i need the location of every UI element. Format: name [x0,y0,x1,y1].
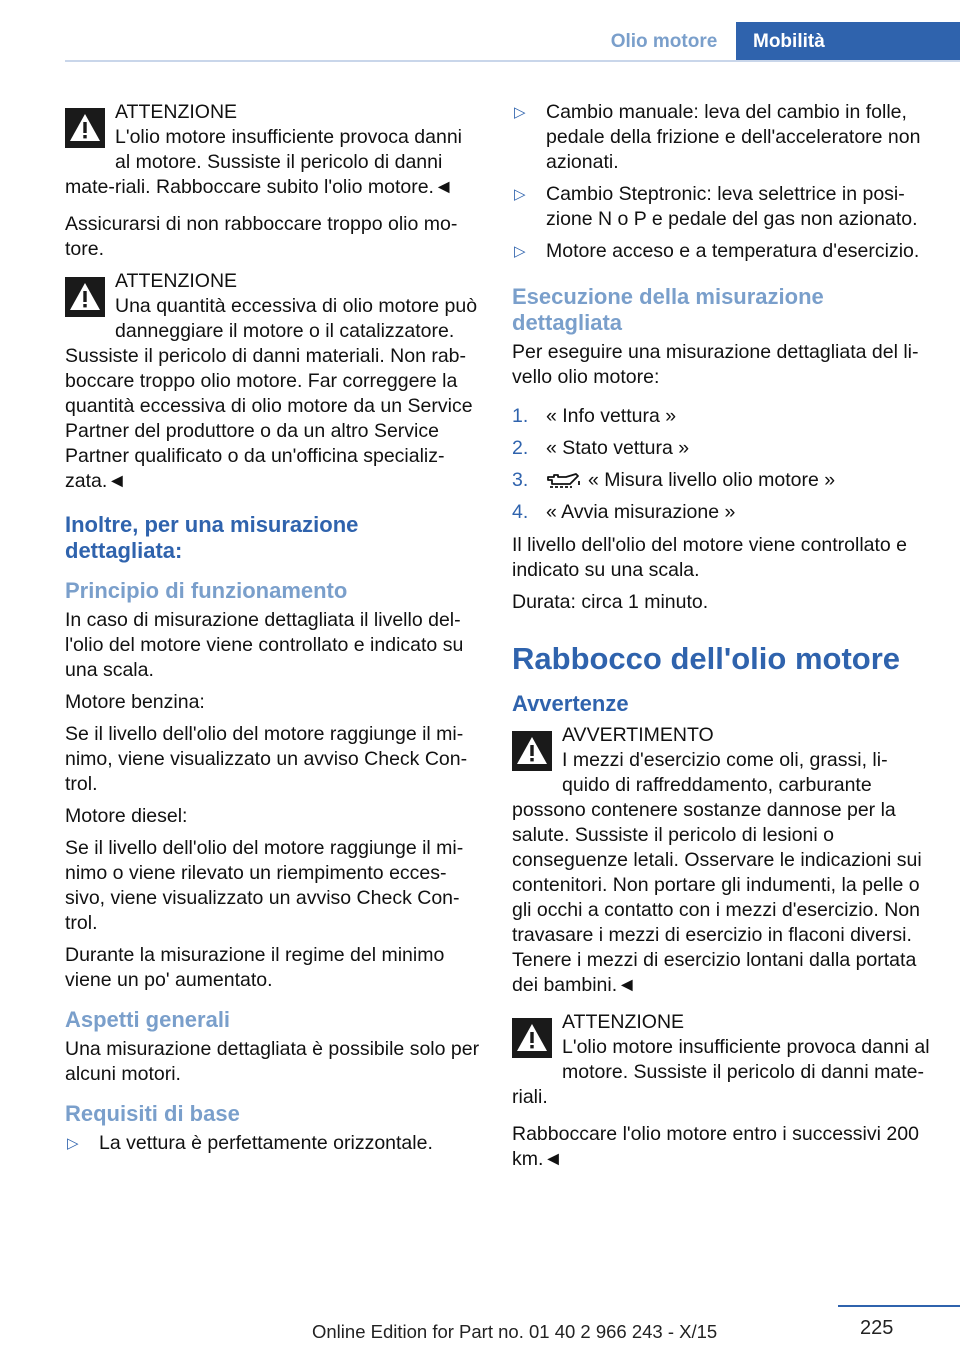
paragraph: Il livello dell'olio del motore viene controllato e indicato su una scala. [512,534,908,581]
requirements-list [512,100,932,264]
warning-text: I mezzi d'esercizio come oli, grassi, li-quido di raffreddamento, carburante possono contenere sostanze dannose per la salute. Sussiste il pericolo di lesioni o conseguenze letali. Osservare le indicazioni sui contenitori. Non portare gli indumenti, la pelle o gli occhi a contatto con i mezzi d'esercizio. Non travasare i mezzi di esercizio in flaconi diversi. Tenere i mezzi di esercizio lontani dalla portata dei bambini.◄ [512,749,922,996]
warning-title: ATTENZIONE [115,270,238,292]
paragraph: Per eseguire una misurazione dettagliata del li-vello olio motore: [512,341,919,388]
edition-note: Online Edition for Part no. 01 40 2 966 243 - X/15 [312,1321,718,1342]
tab-section-olio-motore: Olio motore [610,31,718,52]
section-heading: Avvertenze [512,691,629,716]
subsection-heading: Esecuzione della misurazione dettagliata [512,284,824,335]
triangle-bullet-icon: ▷ [67,1135,79,1152]
warning-box [65,269,481,494]
oil-can-icon [546,472,582,490]
warning-triangle-icon [512,731,552,771]
subsection-heading: Requisiti di base [65,1101,240,1126]
warning-triangle-icon [65,277,105,317]
list-item-text: La vettura è perfettamente orizzontale. [99,1132,433,1154]
chapter-heading: Rabbocco dell'olio motore [512,641,901,676]
list-item-text: Cambio Steptronic: leva selettrice in posi-zione N o P e pedale del gas non azionato. [546,183,918,230]
step-number: 2. [512,437,529,459]
tab-chapter-mobilita: Mobilità [736,22,960,62]
list-item [512,468,932,493]
left-column [65,100,481,1164]
step-number: 1. [512,405,529,427]
list-item [512,100,932,175]
step-text: « Info vettura » [546,405,677,427]
paragraph: Motore benzina: [65,691,205,713]
step-text: « Stato vettura » [546,437,690,459]
paragraph: Una misurazione dettagliata è possibile solo per alcuni motori. [65,1038,480,1085]
paragraph: Se il livello dell'olio del motore raggiunge il mi-nimo o viene rilevato un riempimento ecces-sivo, viene visualizzato un avviso Check Con-trol. [65,837,464,934]
list-item [65,1131,481,1156]
warning-triangle-icon [65,108,105,148]
requirements-list [65,1131,481,1156]
paragraph: Motore diesel: [65,805,188,827]
triangle-bullet-icon: ▷ [514,186,526,203]
warning-title: ATTENZIONE [115,101,238,123]
header-divider [65,60,960,62]
list-item-text: Motore acceso e a temperatura d'esercizio. [546,240,920,262]
section-heading: Inoltre, per una misurazione dettagliata: [65,512,359,563]
warning-text: L'olio motore insufficiente provoca danni al motore. Sussiste il pericolo di danni mate-riali. [512,1036,930,1108]
page-header [0,22,960,62]
paragraph: Durata: circa 1 minuto. [512,591,709,613]
footer-divider [838,1305,960,1307]
paragraph: Se il livello dell'olio del motore raggiunge il mi-nimo, viene visualizzato un avviso Check Con-trol. [65,723,468,795]
list-item [512,404,932,429]
warning-title: AVVERTIMENTO [562,724,714,746]
subsection-heading: Principio di funzionamento [65,578,348,603]
page-number: 225 [860,1317,894,1339]
warning-text: Una quantità eccessiva di olio motore può danneggiare il motore o il catalizzatore. Sussiste il pericolo di danni materiali. Non rab-boccare troppo olio motore. Far correggere la quantità eccessiva di olio motore da un Service Partner del produttore o da un altro Service Partner qualificato o da un'officina specializ-zata.◄ [65,295,478,492]
list-item-text: Cambio manuale: leva del cambio in folle, pedale della frizione e dell'acceleratore non azionati. [546,101,921,173]
list-item [512,436,932,461]
list-item [512,239,932,264]
paragraph: Assicurarsi di non rabboccare troppo olio mo-tore. [65,213,458,260]
right-column [512,100,932,1179]
steps-list [512,404,932,525]
triangle-bullet-icon: ▷ [514,243,526,260]
list-item [512,500,932,525]
triangle-bullet-icon: ▷ [514,104,526,121]
warning-box [512,723,932,998]
warning-text: L'olio motore insufficiente provoca danni al motore. Sussiste il pericolo di danni mate-riali. Rabboccare subito l'olio motore.◄ [65,126,462,198]
warning-title: ATTENZIONE [562,1011,685,1033]
warning-triangle-icon [512,1018,552,1058]
subsection-heading: Aspetti generali [65,1007,231,1032]
warning-box [65,100,481,200]
paragraph: In caso di misurazione dettagliata il livello del-l'olio del motore viene controllato e indicato su una scala. [65,609,464,681]
list-item [512,182,932,232]
paragraph: Durante la misurazione il regime del minimo viene un po' aumentato. [65,944,445,991]
step-number: 3. [512,469,529,491]
step-number: 4. [512,501,529,523]
step-text: « Misura livello olio motore » [588,469,836,491]
warning-box [512,1010,932,1110]
step-text: « Avvia misurazione » [546,501,736,523]
paragraph: Rabboccare l'olio motore entro i successivi 200 km.◄ [512,1123,919,1170]
